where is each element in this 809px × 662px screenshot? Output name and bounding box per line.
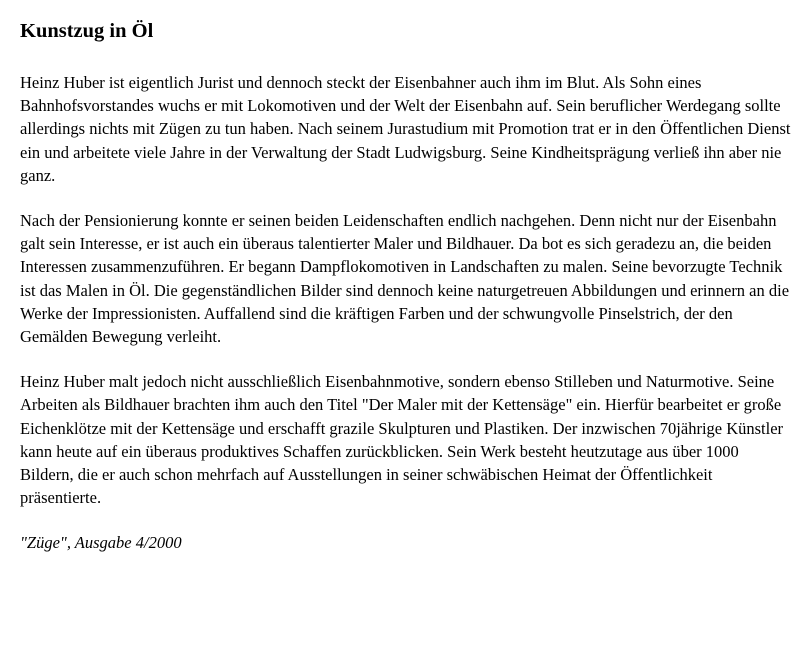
article-source: "Züge", Ausgabe 4/2000 (20, 533, 182, 553)
article-title: Kunstzug in Öl (20, 20, 154, 42)
article (20, 18, 795, 577)
article-paragraph: Heinz Huber ist eigentlich Jurist und dennoch steckt der Eisenbahner auch ihm im Blut. Als Sohn eines Bahnhofsvorstandes wuchs er mit Lokomotiven und der Welt der Eisenbahn auf. Sein beruflicher Werdegang sollte allerdings nichts mit Zügen zu tun haben. Nach seinem Jurastudium mit Promotion trat er in den Öffentlichen Dienst ein und arbeitete viele Jahre in der Verwaltung der Stadt Ludwigsburg. Seine Kindheitsprägung verließ ihn aber nie ganz. (20, 73, 791, 185)
article-paragraph: Heinz Huber malt jedoch nicht ausschließlich Eisenbahnmotive, sondern ebenso Stilleben und Naturmotive. Seine Arbeiten als Bildhauer brachten ihm auch den Titel "Der Maler mit der Kettensäge" ein. Hierfür bearbeitet er große Eichenklötze mit der Kettensäge und erschafft grazile Skulpturen und Plastiken. Der inzwischen 70jährige Künstler kann heute auf ein überaus produktives Schaffen zurückblicken. Sein Werk besteht heutzutage aus über 1000 Bildern, die er auch schon mehrfach auf Ausstellungen in seiner schwäbischen Heimat der Öffentlichkeit präsentierte. (20, 372, 784, 508)
article-paragraph: Nach der Pensionierung konnte er seinen beiden Leidenschaften endlich nachgehen. Denn nicht nur der Eisenbahn galt sein Interesse, er ist auch ein überaus talentierter Maler und Bildhauer. Da bot es sich geradezu an, die beiden Interessen zusammenzuführen. Er begann Dampflokomotiven in Landschaften zu malen. Seine bevorzugte Technik ist das Malen in Öl. Die gegenständlichen Bilder sind dennoch keine naturgetreuen Abbildungen und erinnern an die Werke der Impressionisten. Auffallend sind die kräftigen Farben und der schwungvolle Pinselstrich, der den Gemälden Bewegung verleiht. (20, 211, 790, 347)
